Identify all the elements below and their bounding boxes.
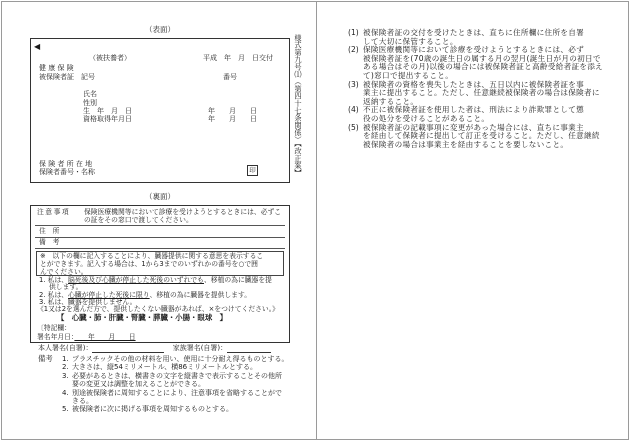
option-2-prefix: 2. 私は、 [39, 291, 69, 299]
name-label: 氏名 [83, 90, 97, 98]
remark-number: 2. [62, 363, 69, 372]
notice-text: 被保険者の場合は事業主を経由することを要しないこと。 [363, 139, 569, 149]
notice-number: (3) [348, 79, 359, 89]
option-1-continued: 供します。 [49, 283, 83, 291]
notice-text: 業主に提出すること。ただし、任意継続被保険者の場合は保険者に [363, 88, 600, 98]
acquired-label: 資格取得年月日 [83, 115, 132, 123]
option-1-condition: 脳死後及び心臓が停止した死後のいずれでも [68, 276, 204, 284]
acquired-value: 年 月 日 [208, 115, 257, 123]
remark-item-5 [38, 405, 288, 413]
organ-list: 【 心臓・肺・肝臓・腎臓・膵臓・小腸・眼球 】 [57, 313, 227, 322]
notice-number: (1) [348, 28, 359, 37]
remark-text: きる。 [72, 397, 93, 406]
notice-item-5 [348, 124, 603, 150]
signature-date-label: 署名年月日： [37, 333, 75, 341]
seal-stamp: 印 [247, 165, 258, 176]
birth-value: 年 月 日 [208, 107, 257, 115]
donor-notice-line-2: とができます。記入する場合は、1から3までのいずれかの番号を○で囲 [40, 260, 258, 268]
insurer-number-label: 保険者番号・名称 [39, 168, 95, 176]
option-1-prefix: 1. 私は、 [39, 276, 69, 284]
birth-label: 生 年 月 日 [83, 107, 132, 115]
dependent-label: （被扶養者） [89, 54, 131, 62]
notice-text: 被保険者の資格を喪失したときは、五日以内に被保険者証を事 [363, 79, 585, 89]
notice-item-3 [348, 81, 603, 107]
address-label: 住 所 [39, 227, 60, 235]
notices-section [348, 29, 603, 149]
remark-item-3 [38, 372, 288, 380]
number-label: 番号 [223, 73, 237, 81]
sex-label: 性別 [83, 99, 97, 107]
self-signature-line [92, 345, 164, 353]
remark-text: 大きさは、縦54ミリメートル、横86ミリメートルとする。 [72, 363, 257, 372]
notice-text: 被保険者証の交付を受けたときは、直ちに住所欄に住所を自署 [363, 28, 585, 37]
card-back [30, 205, 290, 343]
notice-text: 被保険者証を(70歳の誕生日の属する月の翌月(誕生日が月の初日で [363, 53, 601, 63]
remark-text: 別途被保険者に周知することにより、注意事項を省略することがで [72, 388, 282, 397]
notice-number: (5) [348, 122, 359, 132]
notice-item-4 [348, 106, 603, 123]
card-front [30, 38, 290, 183]
remark-text: プラスチックその他の材料を用い、使用に十分耐え得るものとする。 [72, 355, 289, 363]
donor-notice-box [36, 251, 284, 276]
notice-number: (4) [348, 105, 359, 115]
card-title-line2: 被保険者証 記号 [39, 73, 95, 81]
remark-text: 必要があるときは、横書きの文字を縦書きで表示することその他所 [72, 371, 282, 380]
self-signature-label: 本人署名(自署)： [38, 344, 93, 352]
notice-text: 役の処分を受けることがあること。 [363, 113, 490, 123]
notice-number: (2) [348, 45, 359, 55]
option-2-suffix: 、移植の為に臓器を提供します。 [149, 291, 252, 299]
donor-option-3: 3. 私は、臓器を提供しません。 [39, 298, 137, 306]
notice-text: 被保険者証の記載事項に変更があった場合には、直ちに事業主 [363, 122, 584, 132]
remark-item-4 [38, 389, 288, 397]
card-title-line1: 健 康 保 険 [39, 64, 74, 72]
option-2-condition: 心臓が停止した死後に限り [68, 291, 150, 299]
insurer-address-label: 保 険 者 所 在 地 [39, 160, 93, 168]
notice-text: を経由して保険者に提出して訂正を受けること。ただし、任意継続 [363, 131, 600, 141]
remarks-section [38, 355, 288, 414]
notice-text: して大切に保管すること。 [363, 36, 458, 46]
notice-item-2 [348, 46, 603, 80]
notice-item-1 [348, 29, 603, 46]
donor-notice-line-3: んでください。 [40, 268, 88, 276]
issue-date: 平成 年 月 日交付 [203, 54, 273, 62]
special-notes-label: 〔特記欄： [37, 324, 71, 332]
remark-text: 被保険者に次に掲げる事項を周知するものとする。 [72, 405, 233, 414]
signature-row [38, 344, 271, 353]
divider-line [35, 225, 285, 226]
caution-label: 注意事項 [37, 208, 71, 216]
family-signature-line [227, 345, 271, 353]
signature-date [37, 333, 136, 341]
notice-text: 保険医療機関等において診療を受けようとするときには、必ず [363, 45, 585, 55]
remark-number: 3. [62, 371, 69, 380]
donor-notice-line-1: ※ 以下の欄に記入することにより、臓器提供に関する意思を表示するこ [40, 252, 264, 260]
notice-text: 不正に被保険者証を使用した者は、刑法により詐欺罪として懲 [363, 105, 585, 115]
signature-date-value: 年 月 日 [74, 333, 136, 341]
remark-number: 4. [62, 388, 69, 397]
remark-number: 5. [62, 405, 69, 414]
notice-text: ある場合はその月)以後の場合には被保険者証と高齢受給者証を添え [363, 62, 604, 72]
remarks-label: 備考 [38, 354, 53, 363]
notice-text: 返納すること。 [363, 96, 419, 106]
remark-number: 1. [62, 355, 69, 363]
page-divider [316, 1, 317, 440]
exclusion-note: 《1又は2を選んだ方で、提供したくない臓器があれば、×をつけてください。》 [37, 305, 279, 313]
front-heading: （表面） [145, 25, 175, 34]
remark-text: 要の変更又は調整を加えることができる。 [72, 380, 205, 389]
remark-item-3-continued [38, 380, 288, 388]
option-1-suffix: 、移植の為に臓器を提 [203, 276, 272, 284]
family-signature-label: 家族署名(自署)： [172, 344, 228, 352]
back-remarks-label: 備 考 [39, 238, 60, 246]
divider-line [35, 248, 285, 249]
caution-line-2: の証をその窓口で渡してください。 [84, 216, 193, 224]
left-arrow-icon: ◀ [34, 42, 41, 51]
notice-text: て)窓口で提出すること。 [363, 70, 454, 80]
remark-item-2 [38, 363, 288, 371]
back-heading: （裏面） [145, 192, 175, 201]
divider-line [35, 237, 285, 238]
form-label: 様式第九号⑴（第四十七条関係）【改正案】 [294, 34, 303, 177]
caution-line-1: 保険医療機関等において診療を受けようとするときには、必ずこ [84, 208, 282, 216]
